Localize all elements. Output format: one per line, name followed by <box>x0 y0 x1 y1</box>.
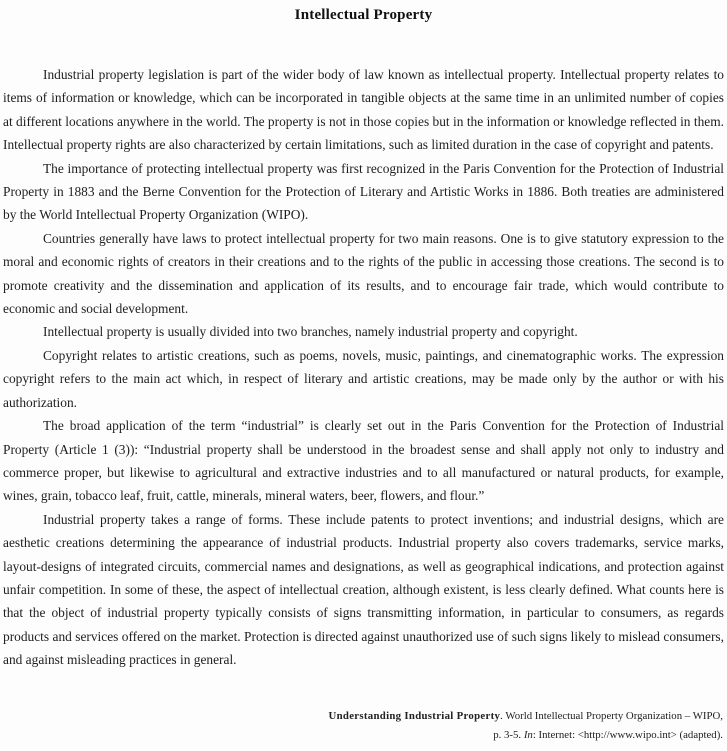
paragraph-intro: Industrial property legislation is part of the wider body of law known as intellectual property. Intellectual property relates to items of information or knowledge, which can be incorporated in tangible objects at the same time in an unlimited number of copies at different locations anywhere in the world. The property is not in those copies but in the information or knowledge reflected in them. Intellectual property rights are also characterized by certain limitations, such as limited duration in the case of copyright and patents. <box>3 67 724 153</box>
citation <box>328 707 723 745</box>
citation-source-title: Understanding Industrial Property <box>328 710 501 722</box>
paragraph-industrial-term: The broad application of the term “industrial” is clearly set out in the Paris Convention for the Protection of Industrial Property (Article 1 (3)): “Industrial property shall be understood in the broadest sense and shall apply not only to industry and commerce proper, but likewise to agricultural and extractive industries and to all manufactured or natural products, for example, wines, grain, tobacco leaf, fruit, cattle, minerals, mineral waters, beer, flowers, and flour.” <box>3 418 724 504</box>
citation-pages: p. 3-5. <box>493 729 524 741</box>
citation-url: : Internet: <http://www.wipo.int> (adapted). <box>532 729 723 741</box>
citation-line-1 <box>328 707 723 726</box>
paragraph-branches: Intellectual property is usually divided into two branches, namely industrial property and copyright. <box>43 324 578 340</box>
paragraph-forms: Industrial property takes a range of forms. These include patents to protect inventions; and industrial designs, which are aesthetic creations determining the appearance of industrial products. Industrial property also covers trademarks, service marks, layout-designs of integrated circuits, commercial names and designations, as well as geographical indications, and protection against unfair competition. In some of these, the aspect of intellectual creation, although existent, is less clearly defined. What counts here is that the object of industrial property typically consists of signs transmitting information, in particular to consumers, as regards products and services offered on the market. Protection is directed against unauthorized use of such signs likely to mislead consumers, and against misleading practices in general. <box>3 511 724 668</box>
document-body <box>3 63 724 672</box>
paragraph-reasons: Countries generally have laws to protect intellectual property for two main reasons. One is to give statutory expression to the moral and economic rights of creators in their creations and to the rights of the public in accessing those creations. The second is to promote creativity and the dissemination and application of its results, and to encourage fair trade, which would contribute to economic and social development. <box>3 230 724 317</box>
paragraph-copyright: Copyright relates to artistic creations, such as poems, novels, music, paintings, and cinematographic works. The expression copyright refers to the main act which, in respect of literary and artistic creations, may be made only by the author or with his authorization. <box>3 347 724 410</box>
page-title: Intellectual Property <box>294 7 433 23</box>
citation-line-2 <box>328 726 723 745</box>
citation-source-rest: . World Intellectual Property Organization – WIPO, <box>500 710 723 722</box>
paragraph-conventions: The importance of protecting intellectual property was first recognized in the Paris Convention for the Protection of Industrial Property in 1883 and the Berne Convention for the Protection of Literary and Artistic Works in 1886. Both treaties are administered by the World Intellectual Property Organization (WIPO). <box>3 160 724 223</box>
citation-in-label: In <box>523 729 533 741</box>
